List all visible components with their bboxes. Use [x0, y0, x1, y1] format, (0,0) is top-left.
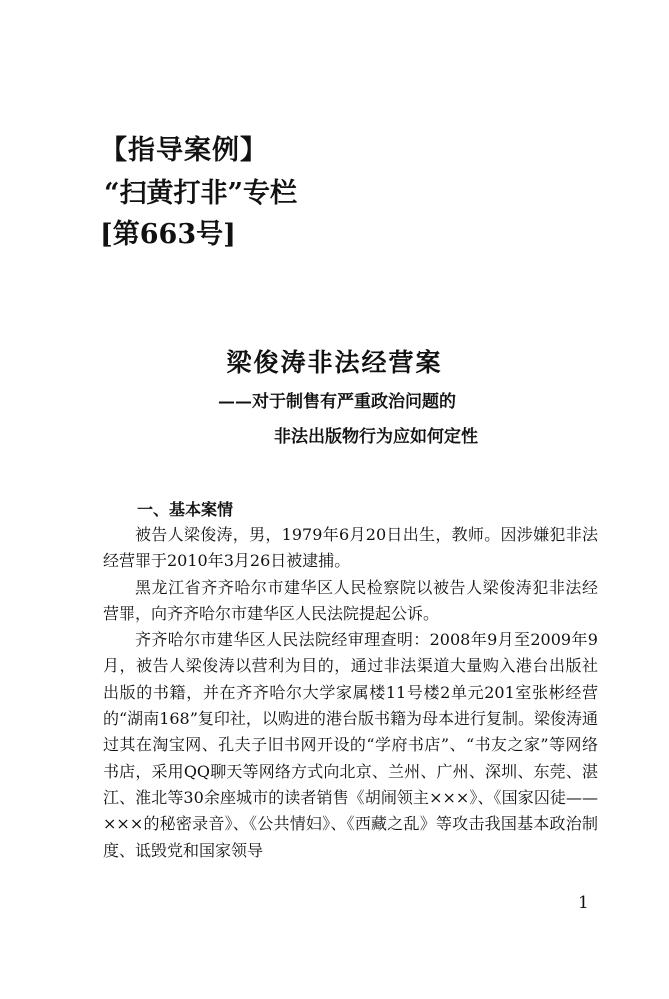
section-heading: 一、基本案情: [137, 500, 234, 519]
case-number: [第663号]: [100, 219, 236, 250]
page-number: 1: [578, 893, 589, 913]
paragraph: 黑龙江省齐齐哈尔市建华区人民检察院以被告人梁俊涛犯非法经营罪，向齐齐哈尔市建华区人民法院提起公诉。: [103, 577, 598, 623]
column-name: “扫黄打非”专栏: [104, 178, 298, 209]
article-title: 梁俊涛非法经营案: [226, 348, 443, 377]
column-tag: 【指导案例】: [100, 135, 268, 166]
article-body: [103, 522, 598, 864]
article-subtitle-line2: 非法出版物行为应如何定性: [274, 427, 478, 447]
paragraph: 齐齐哈尔市建华区人民法院经审理查明：2008年9月至2009年9月，被告人梁俊涛以营利为目的，通过非法渠道大量购入港台出版社出版的书籍，并在齐齐哈尔大学家属楼11号楼2单元201室张彬经营的“湖南168”复印社，以购进的港台版书籍为母本进行复制。梁俊涛通过其在淘宝网、孔夫子旧书网开设的“学府书店”、“书友之家”等网络书店，采用QQ聊天等网络方式向北京、兰州、广州、深圳、东莞、湛江、淮北等30余座城市的读者销售《胡闹领主×××》、《国家囚徒——×××的秘密录音》、《公共情妇》、《西藏之乱》等攻击我国基本政治制度、诋毁党和国家领导: [103, 630, 598, 860]
article-subtitle-line1: ——对于制售有严重政治问题的: [218, 392, 456, 412]
paragraph: 被告人梁俊涛，男，1979年6月20日出生，教师。因涉嫌犯非法经营罪于2010年3月26日被逮捕。: [103, 525, 598, 571]
